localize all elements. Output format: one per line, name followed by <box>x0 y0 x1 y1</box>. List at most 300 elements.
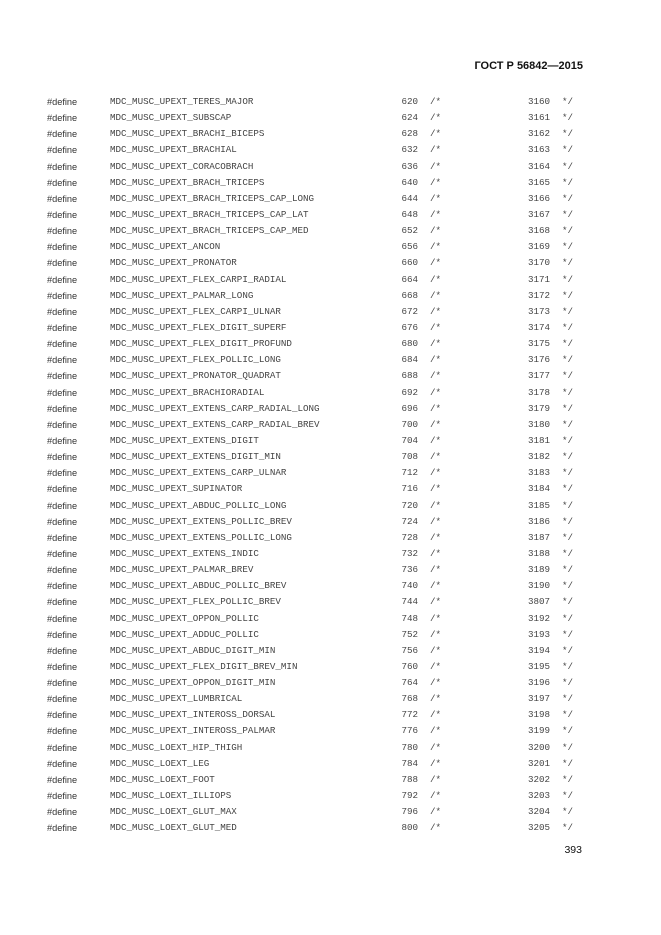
comment-close: */ <box>562 96 574 107</box>
comment-code: 3198 <box>527 709 550 721</box>
define-row <box>0 94 661 110</box>
macro-name: MDC_MUSC_UPEXT_PALMAR_BREV <box>110 564 254 576</box>
macro-name: MDC_MUSC_UPEXT_INTEROSS_DORSAL <box>110 709 276 721</box>
comment-open: /* <box>430 515 442 527</box>
define-list <box>0 94 661 836</box>
macro-value: 672 <box>401 305 418 317</box>
comment-code: 3184 <box>527 483 550 495</box>
macro-value: 640 <box>401 176 418 188</box>
define-keyword: #define <box>47 209 78 220</box>
define-row <box>0 788 661 804</box>
macro-value: 688 <box>401 370 418 382</box>
macro-name: MDC_MUSC_UPEXT_BRACH_TRICEPS_CAP_LONG <box>110 192 314 204</box>
comment-code: 3200 <box>527 741 550 753</box>
macro-value: 768 <box>401 693 418 705</box>
comment-close: */ <box>562 531 574 543</box>
macro-name: MDC_MUSC_UPEXT_LUMBRICAL <box>110 693 243 705</box>
macro-name: MDC_MUSC_UPEXT_FLEX_POLLIC_BREV <box>110 596 281 608</box>
comment-code: 3197 <box>527 693 550 705</box>
define-row <box>0 433 661 449</box>
comment-code: 3178 <box>527 386 550 398</box>
comment-open: /* <box>430 144 442 156</box>
comment-code: 3172 <box>527 289 550 301</box>
comment-close: */ <box>562 660 574 672</box>
comment-close: */ <box>562 822 574 834</box>
define-row <box>0 723 661 739</box>
macro-value: 664 <box>401 273 418 285</box>
comment-close: */ <box>562 338 574 350</box>
define-keyword: #define <box>47 403 78 414</box>
comment-code: 3173 <box>527 305 550 317</box>
macro-name: MDC_MUSC_UPEXT_BRACH_TRICEPS_CAP_LAT <box>110 208 309 220</box>
comment-code: 3162 <box>527 128 550 140</box>
define-row <box>0 449 661 465</box>
define-row <box>0 627 661 643</box>
comment-close: */ <box>562 273 574 285</box>
comment-close: */ <box>562 370 574 382</box>
comment-close: */ <box>562 790 574 802</box>
comment-close: */ <box>562 192 574 204</box>
define-row <box>0 804 661 820</box>
macro-name: MDC_MUSC_UPEXT_EXTENS_DIGIT_MIN <box>110 451 281 463</box>
macro-name: MDC_MUSC_UPEXT_FLEX_CARPI_ULNAR <box>110 305 281 317</box>
macro-value: 636 <box>401 160 418 172</box>
macro-name: MDC_MUSC_UPEXT_EXTENS_POLLIC_LONG <box>110 531 292 543</box>
define-row <box>0 142 661 158</box>
comment-code: 3807 <box>527 596 550 608</box>
comment-open: /* <box>430 305 442 317</box>
define-row <box>0 562 661 578</box>
comment-close: */ <box>562 628 574 640</box>
comment-open: /* <box>430 741 442 753</box>
macro-name: MDC_MUSC_UPEXT_ABDUC_DIGIT_MIN <box>110 644 276 656</box>
comment-close: */ <box>562 257 574 269</box>
comment-close: */ <box>562 208 574 220</box>
define-keyword: #define <box>47 419 78 430</box>
comment-code: 3189 <box>527 564 550 576</box>
comment-open: /* <box>430 467 442 479</box>
comment-code: 3164 <box>527 160 550 172</box>
macro-value: 800 <box>401 822 418 834</box>
define-keyword: #define <box>47 193 78 204</box>
macro-value: 632 <box>401 144 418 156</box>
macro-name: MDC_MUSC_LOEXT_FOOT <box>110 773 215 785</box>
define-keyword: #define <box>47 274 78 285</box>
macro-name: MDC_MUSC_LOEXT_LEG <box>110 757 210 769</box>
macro-value: 752 <box>401 628 418 640</box>
comment-open: /* <box>430 418 442 430</box>
comment-open: /* <box>430 806 442 818</box>
comment-code: 3185 <box>527 499 550 511</box>
define-keyword: #define <box>47 565 78 576</box>
define-row <box>0 530 661 546</box>
comment-open: /* <box>430 580 442 592</box>
macro-value: 652 <box>401 225 418 237</box>
define-keyword: #define <box>47 807 78 818</box>
macro-value: 764 <box>401 677 418 689</box>
comment-code: 3169 <box>527 241 550 253</box>
define-keyword: #define <box>47 129 78 140</box>
define-keyword: #define <box>47 387 78 398</box>
define-keyword: #define <box>47 581 78 592</box>
comment-code: 3171 <box>527 273 550 285</box>
comment-close: */ <box>562 386 574 398</box>
comment-code: 3188 <box>527 547 550 559</box>
comment-close: */ <box>562 402 574 414</box>
comment-open: /* <box>430 402 442 414</box>
define-keyword: #define <box>47 484 78 495</box>
define-keyword: #define <box>47 758 78 769</box>
macro-name: MDC_MUSC_UPEXT_CORACOBRACH <box>110 160 254 172</box>
macro-name: MDC_MUSC_UPEXT_BRACHI_BICEPS <box>110 128 265 140</box>
define-keyword: #define <box>47 322 78 333</box>
comment-close: */ <box>562 580 574 592</box>
comment-code: 3174 <box>527 321 550 333</box>
comment-close: */ <box>562 757 574 769</box>
comment-code: 3183 <box>527 467 550 479</box>
macro-value: 732 <box>401 547 418 559</box>
comment-close: */ <box>562 677 574 689</box>
comment-close: */ <box>562 564 574 576</box>
define-keyword: #define <box>47 258 78 269</box>
macro-value: 776 <box>401 725 418 737</box>
macro-value: 772 <box>401 709 418 721</box>
comment-open: /* <box>430 289 442 301</box>
define-keyword: #define <box>47 145 78 156</box>
macro-value: 656 <box>401 241 418 253</box>
comment-open: /* <box>430 434 442 446</box>
define-row <box>0 514 661 530</box>
comment-close: */ <box>562 321 574 333</box>
comment-open: /* <box>430 612 442 624</box>
comment-close: */ <box>562 499 574 511</box>
comment-code: 3168 <box>527 225 550 237</box>
comment-open: /* <box>430 386 442 398</box>
define-row <box>0 239 661 255</box>
comment-code: 3205 <box>527 822 550 834</box>
define-row <box>0 288 661 304</box>
macro-value: 756 <box>401 644 418 656</box>
macro-name: MDC_MUSC_UPEXT_ABDUC_POLLIC_LONG <box>110 499 287 511</box>
comment-code: 3187 <box>527 531 550 543</box>
comment-open: /* <box>430 660 442 672</box>
define-row <box>0 417 661 433</box>
macro-name: MDC_MUSC_UPEXT_ANCON <box>110 241 221 253</box>
comment-close: */ <box>562 434 574 446</box>
macro-name: MDC_MUSC_UPEXT_BRACH_TRICEPS <box>110 176 265 188</box>
comment-close: */ <box>562 596 574 608</box>
define-row <box>0 772 661 788</box>
define-row <box>0 401 661 417</box>
define-keyword: #define <box>47 791 78 802</box>
define-row <box>0 159 661 175</box>
macro-name: MDC_MUSC_UPEXT_PRONATOR_QUADRAT <box>110 370 281 382</box>
comment-code: 3176 <box>527 354 550 366</box>
macro-name: MDC_MUSC_UPEXT_EXTENS_CARP_RADIAL_LONG <box>110 402 320 414</box>
comment-code: 3199 <box>527 725 550 737</box>
macro-name: MDC_MUSC_UPEXT_PALMAR_LONG <box>110 289 254 301</box>
comment-close: */ <box>562 725 574 737</box>
define-keyword: #define <box>47 645 78 656</box>
macro-value: 620 <box>401 96 418 107</box>
macro-value: 692 <box>401 386 418 398</box>
comment-code: 3186 <box>527 515 550 527</box>
define-keyword: #define <box>47 97 78 107</box>
define-row <box>0 272 661 288</box>
macro-name: MDC_MUSC_LOEXT_HIP_THIGH <box>110 741 243 753</box>
comment-code: 3194 <box>527 644 550 656</box>
comment-open: /* <box>430 96 442 107</box>
comment-close: */ <box>562 741 574 753</box>
comment-open: /* <box>430 725 442 737</box>
define-keyword: #define <box>47 710 78 721</box>
comment-code: 3181 <box>527 434 550 446</box>
define-row <box>0 498 661 514</box>
comment-code: 3195 <box>527 660 550 672</box>
define-row <box>0 223 661 239</box>
comment-open: /* <box>430 499 442 511</box>
comment-open: /* <box>430 370 442 382</box>
define-keyword: #define <box>47 597 78 608</box>
comment-open: /* <box>430 273 442 285</box>
comment-open: /* <box>430 693 442 705</box>
macro-value: 716 <box>401 483 418 495</box>
comment-open: /* <box>430 321 442 333</box>
define-row <box>0 352 661 368</box>
define-row <box>0 578 661 594</box>
macro-name: MDC_MUSC_UPEXT_FLEX_POLLIC_LONG <box>110 354 281 366</box>
define-row <box>0 175 661 191</box>
define-keyword: #define <box>47 435 78 446</box>
comment-close: */ <box>562 612 574 624</box>
comment-open: /* <box>430 241 442 253</box>
macro-name: MDC_MUSC_UPEXT_FLEX_DIGIT_PROFUND <box>110 338 292 350</box>
comment-open: /* <box>430 176 442 188</box>
macro-value: 684 <box>401 354 418 366</box>
define-row <box>0 611 661 627</box>
comment-open: /* <box>430 628 442 640</box>
macro-value: 628 <box>401 128 418 140</box>
comment-code: 3193 <box>527 628 550 640</box>
define-keyword: #define <box>47 339 78 350</box>
comment-close: */ <box>562 418 574 430</box>
define-keyword: #define <box>47 694 78 705</box>
comment-code: 3163 <box>527 144 550 156</box>
comment-code: 3161 <box>527 112 550 124</box>
comment-close: */ <box>562 547 574 559</box>
comment-open: /* <box>430 338 442 350</box>
define-row <box>0 207 661 223</box>
macro-name: MDC_MUSC_UPEXT_SUBSCAP <box>110 112 232 124</box>
macro-name: MDC_MUSC_UPEXT_EXTENS_DIGIT <box>110 434 259 446</box>
define-keyword: #define <box>47 468 78 479</box>
comment-open: /* <box>430 773 442 785</box>
macro-name: MDC_MUSC_UPEXT_TERES_MAJOR <box>110 96 254 107</box>
define-keyword: #define <box>47 742 78 753</box>
macro-value: 792 <box>401 790 418 802</box>
comment-open: /* <box>430 483 442 495</box>
macro-name: MDC_MUSC_UPEXT_EXTENS_POLLIC_BREV <box>110 515 292 527</box>
macro-value: 680 <box>401 338 418 350</box>
define-keyword: #define <box>47 823 78 834</box>
comment-open: /* <box>430 644 442 656</box>
macro-value: 728 <box>401 531 418 543</box>
comment-code: 3202 <box>527 773 550 785</box>
macro-value: 708 <box>401 451 418 463</box>
comment-open: /* <box>430 354 442 366</box>
comment-close: */ <box>562 644 574 656</box>
comment-close: */ <box>562 693 574 705</box>
macro-name: MDC_MUSC_UPEXT_EXTENS_CARP_RADIAL_BREV <box>110 418 320 430</box>
define-keyword: #define <box>47 548 78 559</box>
macro-name: MDC_MUSC_UPEXT_FLEX_DIGIT_BREV_MIN <box>110 660 298 672</box>
macro-name: MDC_MUSC_UPEXT_BRACHIORADIAL <box>110 386 265 398</box>
macro-name: MDC_MUSC_UPEXT_BRACHIAL <box>110 144 237 156</box>
define-row <box>0 336 661 352</box>
comment-open: /* <box>430 757 442 769</box>
comment-close: */ <box>562 176 574 188</box>
define-keyword: #define <box>47 774 78 785</box>
comment-code: 3203 <box>527 790 550 802</box>
define-keyword: #define <box>47 226 78 237</box>
comment-code: 3180 <box>527 418 550 430</box>
macro-name: MDC_MUSC_UPEXT_FLEX_DIGIT_SUPERF <box>110 321 287 333</box>
define-row <box>0 546 661 562</box>
macro-name: MDC_MUSC_LOEXT_GLUT_MAX <box>110 806 237 818</box>
comment-code: 3182 <box>527 451 550 463</box>
define-keyword: #define <box>47 306 78 317</box>
comment-open: /* <box>430 822 442 834</box>
define-keyword: #define <box>47 661 78 672</box>
define-keyword: #define <box>47 532 78 543</box>
define-row <box>0 756 661 772</box>
comment-code: 3165 <box>527 176 550 188</box>
macro-value: 712 <box>401 467 418 479</box>
comment-open: /* <box>430 208 442 220</box>
comment-close: */ <box>562 451 574 463</box>
comment-open: /* <box>430 564 442 576</box>
comment-code: 3204 <box>527 806 550 818</box>
comment-open: /* <box>430 596 442 608</box>
macro-value: 696 <box>401 402 418 414</box>
comment-code: 3175 <box>527 338 550 350</box>
macro-name: MDC_MUSC_LOEXT_GLUT_MED <box>110 822 237 834</box>
define-row <box>0 820 661 836</box>
define-row <box>0 691 661 707</box>
define-row <box>0 740 661 756</box>
comment-close: */ <box>562 305 574 317</box>
comment-close: */ <box>562 241 574 253</box>
comment-close: */ <box>562 225 574 237</box>
macro-name: MDC_MUSC_UPEXT_PRONATOR <box>110 257 237 269</box>
comment-open: /* <box>430 709 442 721</box>
macro-name: MDC_MUSC_UPEXT_OPPON_DIGIT_MIN <box>110 677 276 689</box>
define-row <box>0 659 661 675</box>
define-row <box>0 110 661 126</box>
document-id-header: ГОСТ Р 56842—2015 <box>474 60 583 72</box>
comment-close: */ <box>562 128 574 140</box>
macro-value: 700 <box>401 418 418 430</box>
define-keyword: #define <box>47 355 78 366</box>
macro-value: 744 <box>401 596 418 608</box>
define-row <box>0 481 661 497</box>
comment-code: 3179 <box>527 402 550 414</box>
define-row <box>0 320 661 336</box>
macro-value: 740 <box>401 580 418 592</box>
macro-value: 788 <box>401 773 418 785</box>
comment-close: */ <box>562 806 574 818</box>
comment-close: */ <box>562 773 574 785</box>
define-keyword: #define <box>47 371 78 382</box>
define-keyword: #define <box>47 290 78 301</box>
define-row <box>0 643 661 659</box>
comment-close: */ <box>562 289 574 301</box>
comment-open: /* <box>430 112 442 124</box>
comment-open: /* <box>430 531 442 543</box>
define-row <box>0 191 661 207</box>
macro-name: MDC_MUSC_UPEXT_OPPON_POLLIC <box>110 612 259 624</box>
define-keyword: #define <box>47 113 78 124</box>
macro-value: 624 <box>401 112 418 124</box>
comment-code: 3201 <box>527 757 550 769</box>
define-row <box>0 594 661 610</box>
define-row <box>0 675 661 691</box>
comment-code: 3177 <box>527 370 550 382</box>
define-keyword: #define <box>47 516 78 527</box>
macro-value: 748 <box>401 612 418 624</box>
macro-name: MDC_MUSC_UPEXT_EXTENS_CARP_ULNAR <box>110 467 287 479</box>
comment-open: /* <box>430 790 442 802</box>
comment-code: 3196 <box>527 677 550 689</box>
macro-name: MDC_MUSC_UPEXT_ABDUC_POLLIC_BREV <box>110 580 287 592</box>
macro-value: 668 <box>401 289 418 301</box>
define-keyword: #define <box>47 726 78 737</box>
comment-open: /* <box>430 128 442 140</box>
comment-open: /* <box>430 451 442 463</box>
comment-close: */ <box>562 144 574 156</box>
macro-value: 676 <box>401 321 418 333</box>
define-keyword: #define <box>47 177 78 188</box>
comment-code: 3160 <box>527 96 550 107</box>
macro-name: MDC_MUSC_LOEXT_ILLIOPS <box>110 790 232 802</box>
define-row <box>0 465 661 481</box>
define-row <box>0 385 661 401</box>
define-keyword: #define <box>47 452 78 463</box>
macro-value: 704 <box>401 434 418 446</box>
macro-value: 780 <box>401 741 418 753</box>
comment-open: /* <box>430 257 442 269</box>
define-row <box>0 707 661 723</box>
macro-value: 660 <box>401 257 418 269</box>
macro-value: 760 <box>401 660 418 672</box>
comment-code: 3170 <box>527 257 550 269</box>
define-keyword: #define <box>47 613 78 624</box>
comment-open: /* <box>430 192 442 204</box>
macro-value: 736 <box>401 564 418 576</box>
macro-value: 648 <box>401 208 418 220</box>
define-keyword: #define <box>47 500 78 511</box>
comment-code: 3167 <box>527 208 550 220</box>
macro-value: 644 <box>401 192 418 204</box>
comment-open: /* <box>430 160 442 172</box>
define-row <box>0 304 661 320</box>
define-keyword: #define <box>47 678 78 689</box>
page-number: 393 <box>564 844 582 856</box>
comment-code: 3190 <box>527 580 550 592</box>
comment-close: */ <box>562 515 574 527</box>
comment-code: 3192 <box>527 612 550 624</box>
macro-name: MDC_MUSC_UPEXT_EXTENS_INDIC <box>110 547 259 559</box>
